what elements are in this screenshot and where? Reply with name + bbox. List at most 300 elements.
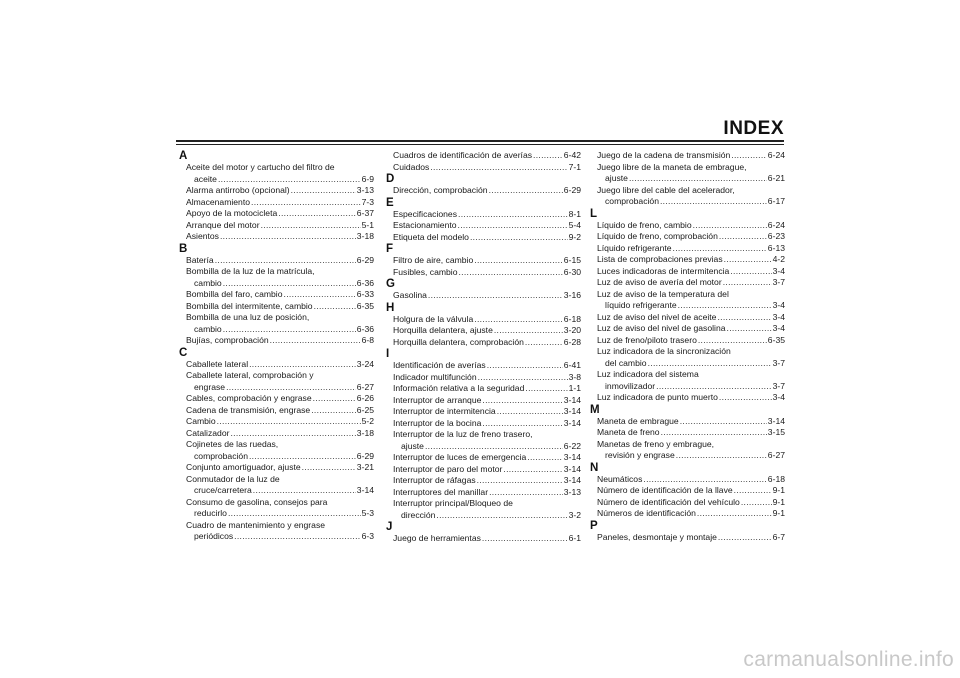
dot-leader: [474, 255, 563, 267]
page-number[interactable]: 6-24: [767, 219, 785, 230]
index-entry-label: Líquido de freno, cambio: [597, 219, 692, 230]
page-number[interactable]: 6-27: [767, 450, 785, 460]
index-entry-label: Juego de herramientas: [393, 533, 481, 543]
index-entry-label: líquido refrigerante: [605, 300, 677, 310]
index-entry-row: [186, 416, 374, 428]
index-entry-row: [597, 416, 785, 428]
index-entry[interactable]: [393, 255, 581, 267]
page-number[interactable]: 6-30: [563, 266, 581, 277]
index-entry[interactable]: [393, 464, 581, 476]
index-entry[interactable]: [186, 231, 374, 243]
index-entry-label: Luces indicadoras de intermitencia: [597, 265, 730, 276]
dot-leader: [249, 359, 356, 371]
dot-leader: [430, 162, 567, 174]
dot-leader: [251, 197, 361, 209]
index-entry-text: Bombilla de la luz de la matrícula,: [186, 266, 315, 276]
index-entry-row: [597, 485, 785, 497]
index-entry[interactable]: [597, 185, 785, 208]
page-number[interactable]: 7-3: [361, 196, 374, 207]
index-entry-row: [393, 533, 581, 545]
page-number[interactable]: 6-21: [767, 173, 785, 183]
page-number[interactable]: 8-1: [568, 208, 581, 219]
index-entry[interactable]: [597, 439, 785, 462]
dot-leader: [723, 277, 772, 289]
dot-leader: [217, 416, 361, 428]
index-entry[interactable]: [597, 220, 785, 232]
page-number[interactable]: 3-18: [356, 231, 374, 241]
page-number[interactable]: 6-9: [361, 173, 374, 184]
page-number[interactable]: 3-14: [767, 415, 785, 426]
index-entry-row: [393, 464, 581, 476]
index-entry[interactable]: [393, 162, 581, 174]
index-entry-label: Estacionamiento: [393, 220, 457, 230]
index-entry-row: [186, 208, 374, 220]
dot-leader: [660, 196, 767, 208]
index-entry-row: [393, 395, 581, 407]
index-entry-row: [597, 323, 785, 335]
page-number[interactable]: 4-2: [772, 254, 785, 264]
index-entry[interactable]: [393, 487, 581, 499]
dot-leader: [482, 418, 562, 430]
page-number[interactable]: 3-13: [563, 486, 581, 497]
index-entry[interactable]: [597, 416, 785, 428]
index-entry-row: [597, 450, 785, 462]
index-letter-heading: L: [590, 207, 598, 220]
dot-leader: [302, 462, 356, 474]
page-number[interactable]: 1-1: [568, 383, 581, 393]
index-entry[interactable]: [393, 452, 581, 464]
dot-leader: [428, 290, 563, 302]
page-number[interactable]: 7-1: [568, 161, 581, 172]
page-number[interactable]: 6-29: [356, 254, 374, 265]
index-letter-heading: D: [386, 173, 395, 185]
index-entry-row: [597, 312, 785, 324]
page-number[interactable]: 6-7: [772, 531, 785, 542]
dot-leader: [249, 451, 356, 463]
dot-leader: [278, 208, 356, 220]
index-entry[interactable]: [186, 312, 374, 335]
dot-leader: [313, 393, 356, 405]
index-entry-row: [186, 405, 374, 417]
index-entry[interactable]: [597, 243, 785, 255]
page-number[interactable]: 6-15: [563, 255, 581, 265]
index-entry[interactable]: [393, 418, 581, 430]
index-entry[interactable]: [186, 185, 374, 197]
index-entry-label: Luz de aviso del nivel de gasolina: [597, 323, 726, 333]
dot-leader: [656, 381, 771, 393]
index-entry-row: [393, 232, 581, 244]
page-number[interactable]: 3-4: [772, 392, 785, 402]
index-entry[interactable]: [186, 405, 374, 417]
dot-leader: [497, 406, 563, 418]
page-number[interactable]: 3-4: [772, 311, 785, 322]
dot-leader: [487, 360, 563, 372]
index-entry[interactable]: [393, 360, 581, 372]
index-entry[interactable]: [393, 498, 581, 521]
page-number[interactable]: 3-4: [772, 323, 785, 333]
page-number[interactable]: 6-35: [767, 334, 785, 345]
dot-leader: [261, 220, 361, 232]
index-entry[interactable]: [393, 406, 581, 418]
index-letter-heading: J: [386, 521, 393, 533]
index-entry[interactable]: [186, 474, 374, 497]
dot-leader: [693, 220, 767, 232]
index-letter-heading: C: [179, 346, 188, 359]
page-number[interactable]: 3-8: [568, 371, 581, 382]
index-entry-row: [393, 290, 581, 302]
page-title: INDEX: [723, 118, 784, 139]
index-entry[interactable]: [186, 359, 374, 371]
page-number[interactable]: 3-24: [356, 358, 374, 369]
index-entry-row: [393, 441, 581, 453]
dot-leader: [661, 427, 767, 439]
index-entry-label: Neumáticos: [597, 473, 643, 484]
page-number[interactable]: 9-1: [772, 496, 785, 507]
index-entry[interactable]: [597, 162, 785, 185]
index-entry-label: cambio: [194, 323, 222, 334]
index-entry-row: [597, 427, 785, 439]
index-entry[interactable]: [393, 209, 581, 221]
index-entry-label: Gasolina: [393, 290, 427, 300]
index-entry[interactable]: [186, 197, 374, 209]
index-entry[interactable]: [186, 393, 374, 405]
index-entry-label: Interruptor de paro del motor: [393, 463, 503, 474]
page-number[interactable]: 3-14: [563, 406, 581, 416]
index-entry-label: Caballete lateral: [186, 358, 249, 369]
page-number[interactable]: 6-37: [356, 208, 374, 218]
page-number[interactable]: 5-2: [361, 416, 374, 426]
index-entry-label: ajuste: [605, 173, 628, 183]
dot-leader: [478, 372, 568, 384]
index-entry-row: [597, 335, 785, 347]
dot-leader: [226, 382, 356, 394]
index-letter-heading: I: [386, 348, 390, 360]
dot-leader: [477, 475, 563, 487]
index-entry-label: Número de identificación del vehículo: [597, 496, 740, 507]
index-entry-row: [393, 220, 581, 232]
page-number[interactable]: 6-3: [361, 531, 374, 541]
index-entry[interactable]: [393, 267, 581, 279]
page-number[interactable]: 6-33: [356, 289, 374, 299]
index-entry-label: Asientos: [186, 231, 219, 241]
index-entry-label: Maneta de freno: [597, 427, 660, 437]
page-number[interactable]: 6-22: [563, 440, 581, 451]
page-number[interactable]: 6-25: [356, 404, 374, 415]
index-entry-label: Especificaciones: [393, 208, 458, 219]
page-number[interactable]: 6-27: [356, 381, 374, 392]
index-entry-label: Horquilla delantera, ajuste: [393, 325, 493, 335]
page-number[interactable]: 6-24: [767, 150, 785, 160]
index-entry-label: Información relativa a la seguridad: [393, 383, 525, 393]
index-letter-heading: P: [590, 519, 598, 532]
index-entry[interactable]: [597, 369, 785, 392]
index-entry-row: [186, 255, 374, 267]
index-entry[interactable]: [393, 232, 581, 244]
index-entry-label: Maneta de embrague: [597, 415, 679, 426]
index-entry[interactable]: [393, 325, 581, 337]
index-letter-heading: B: [179, 242, 188, 255]
index-entry[interactable]: [597, 508, 785, 520]
index-entry[interactable]: [186, 428, 374, 440]
dot-leader: [482, 395, 562, 407]
index-entry-text: Cojinetes de las ruedas,: [186, 439, 279, 449]
index-entry-row: [186, 301, 374, 313]
page-number[interactable]: 6-18: [563, 313, 581, 324]
page-number[interactable]: 6-42: [563, 150, 581, 160]
index-entry-row: [186, 185, 374, 197]
page-number[interactable]: 6-36: [356, 277, 374, 288]
index-entry-label: Líquido de freno, comprobación: [597, 231, 718, 241]
page-number[interactable]: 5-3: [361, 508, 374, 518]
index-entry-row: [393, 267, 581, 279]
page-number[interactable]: 3-16: [563, 290, 581, 300]
index-entry-label: Batería: [186, 254, 214, 265]
dot-leader: [678, 300, 772, 312]
dot-leader: [643, 474, 766, 486]
page-number[interactable]: 6-28: [563, 336, 581, 347]
page-number[interactable]: 3-14: [563, 475, 581, 485]
dot-leader: [730, 266, 771, 278]
index-entry-row: [393, 337, 581, 349]
page-number[interactable]: 9-1: [772, 485, 785, 495]
index-entry[interactable]: [186, 266, 374, 289]
index-entry[interactable]: [597, 474, 785, 486]
index-entry[interactable]: [597, 231, 785, 243]
page-number[interactable]: 6-29: [563, 185, 581, 195]
index-entry-row: [186, 393, 374, 405]
page-number[interactable]: 6-26: [356, 393, 374, 403]
index-entry[interactable]: [597, 335, 785, 347]
index-entry-label: Horquilla delantera, comprobación: [393, 336, 524, 347]
index-entry[interactable]: [186, 497, 374, 520]
index-entry-label: Fusibles, cambio: [393, 266, 458, 277]
index-entry-text: Luz de aviso de la temperatura del: [597, 288, 729, 299]
index-entry[interactable]: [597, 497, 785, 509]
page-number[interactable]: 3-14: [356, 485, 374, 495]
index-entry-label: aceite: [194, 173, 217, 184]
dot-leader: [230, 428, 355, 440]
page-number[interactable]: 3-7: [772, 380, 785, 391]
dot-leader: [234, 531, 360, 543]
page-number[interactable]: 3-4: [772, 265, 785, 276]
page-number[interactable]: 3-20: [563, 325, 581, 335]
index-entry[interactable]: [393, 475, 581, 487]
page-number[interactable]: 9-1: [772, 508, 785, 518]
page-number[interactable]: 3-13: [356, 185, 374, 195]
dot-leader: [734, 485, 772, 497]
page-number[interactable]: 3-21: [356, 462, 374, 472]
dot-leader: [494, 325, 563, 337]
dot-leader: [680, 416, 767, 428]
page-number[interactable]: 5-1: [361, 219, 374, 230]
index-entry[interactable]: [597, 312, 785, 324]
index-entry[interactable]: [186, 162, 374, 185]
dot-leader: [719, 392, 772, 404]
index-entry[interactable]: [393, 290, 581, 302]
index-entry[interactable]: [393, 429, 581, 452]
dot-leader: [314, 301, 356, 313]
index-entry-text: Interruptor principal/Bloqueo de: [393, 498, 513, 508]
page-number[interactable]: 3-14: [563, 452, 581, 462]
index-entry-label: Luz de aviso del nivel de aceite: [597, 311, 717, 322]
index-entry-label: Catalizador: [186, 427, 230, 438]
index-entry-label: Identificación de averías: [393, 360, 486, 370]
index-entry-row: [393, 406, 581, 418]
index-entry[interactable]: [597, 254, 785, 266]
index-entry[interactable]: [186, 289, 374, 301]
index-entry[interactable]: [186, 439, 374, 462]
index-entry-row: [393, 162, 581, 174]
index-entry-row: [393, 418, 581, 430]
page-number[interactable]: 6-29: [356, 450, 374, 461]
index-entry-label: Luz indicadora de punto muerto: [597, 392, 718, 402]
index-entry-text: Manetas de freno y embrague,: [597, 438, 715, 449]
dot-leader: [724, 254, 772, 266]
index-entry-label: Paneles, desmontaje y montaje: [597, 531, 717, 542]
index-entry-row: [393, 255, 581, 267]
index-entry-row: [186, 531, 374, 543]
index-entry[interactable]: [597, 532, 785, 544]
index-entry-label: periódicos: [194, 531, 234, 541]
index-entry[interactable]: [393, 337, 581, 349]
page-number[interactable]: 6-1: [568, 533, 581, 543]
dot-leader: [220, 231, 356, 243]
index-entry-label: Interruptor de ráfagas: [393, 475, 476, 485]
index-entry[interactable]: [597, 323, 785, 335]
index-letter-heading: H: [386, 301, 395, 314]
index-entry-row: [393, 372, 581, 384]
page-number[interactable]: 6-23: [767, 231, 785, 241]
page-number[interactable]: 3-15: [767, 427, 785, 437]
index-entry[interactable]: [186, 335, 374, 347]
index-entry[interactable]: [597, 485, 785, 497]
index-entry-label: Alarma antirrobo (opcional): [186, 185, 290, 195]
index-entry-label: Cuidados: [393, 161, 430, 172]
index-entry[interactable]: [186, 370, 374, 393]
index-entry[interactable]: [393, 220, 581, 232]
page-number[interactable]: 3-4: [772, 300, 785, 310]
dot-leader: [717, 312, 771, 324]
index-entry-label: Cables, comprobación y engrase: [186, 393, 312, 403]
index-entry-label: Cadena de transmisión, engrase: [186, 404, 311, 415]
index-entry-label: Conjunto amortiguador, ajuste: [186, 462, 301, 472]
index-entry[interactable]: [186, 416, 374, 428]
index-entry-label: dirección: [401, 509, 436, 520]
index-entry-text: Consumo de gasolina, consejos para: [186, 496, 328, 507]
index-entry[interactable]: [393, 395, 581, 407]
index-entry-label: ajuste: [401, 440, 424, 451]
index-entry[interactable]: [393, 185, 581, 197]
dot-leader: [458, 267, 562, 279]
index-entry-label: Almacenamiento: [186, 196, 251, 207]
index-entry-text: Luz indicadora del sistema: [597, 369, 699, 379]
index-entry-label: revisión y engrase: [605, 450, 675, 460]
index-entry-label: inmovilizador: [605, 380, 656, 391]
page-number[interactable]: 3-14: [563, 463, 581, 474]
dot-leader: [425, 441, 563, 453]
header-rule-thick: [176, 140, 784, 142]
page-number[interactable]: 3-7: [772, 277, 785, 287]
dot-leader: [741, 497, 772, 509]
index-entry[interactable]: [393, 314, 581, 326]
page-number[interactable]: 6-36: [356, 323, 374, 334]
index-entry-row: [393, 360, 581, 372]
dot-leader: [533, 150, 563, 162]
index-entry[interactable]: [597, 427, 785, 439]
page-number[interactable]: 6-18: [767, 473, 785, 484]
index-entry[interactable]: [597, 392, 785, 404]
index-entry-label: Juego de la cadena de transmisión: [597, 150, 731, 160]
index-entry[interactable]: [393, 533, 581, 545]
page-number[interactable]: 3-18: [356, 427, 374, 438]
index-entry[interactable]: [186, 520, 374, 543]
index-entry-row: [186, 324, 374, 336]
index-entry-label: cambio: [194, 277, 222, 288]
index-entry[interactable]: [393, 150, 581, 162]
index-entry[interactable]: [186, 462, 374, 474]
header-rule-thin: [176, 144, 784, 145]
index-letter-heading: E: [386, 196, 394, 209]
index-entry-row: [393, 314, 581, 326]
index-entry[interactable]: [186, 301, 374, 313]
dot-leader: [458, 220, 568, 232]
index-entry[interactable]: [597, 289, 785, 312]
dot-leader: [223, 324, 356, 336]
index-entry-label: Etiqueta del modelo: [393, 231, 469, 242]
page-number[interactable]: 6-13: [767, 242, 785, 253]
index-entry[interactable]: [597, 150, 785, 162]
index-entry-row: [393, 383, 581, 395]
index-entry-row: [186, 451, 374, 463]
dot-leader: [648, 358, 772, 370]
index-entry-label: Apoyo de la motocicleta: [186, 208, 278, 218]
index-entry[interactable]: [393, 383, 581, 395]
index-entry-label: Arranque del motor: [186, 219, 260, 230]
index-entry-row: [186, 428, 374, 440]
index-entry-row: [393, 150, 581, 162]
dot-leader: [482, 533, 568, 545]
page-number[interactable]: 6-35: [356, 300, 374, 311]
page-number[interactable]: 3-14: [563, 417, 581, 428]
index-entry[interactable]: [186, 255, 374, 267]
index-entry-row: [597, 474, 785, 486]
page-number[interactable]: 3-2: [568, 509, 581, 520]
index-entry[interactable]: [597, 346, 785, 369]
index-entry-label: Interruptor de intermitencia: [393, 406, 496, 416]
index-letter-heading: F: [386, 243, 394, 255]
index-entry-row: [186, 359, 374, 371]
dot-leader: [697, 508, 772, 520]
index-entry-label: Números de identificación: [597, 508, 696, 518]
page-number[interactable]: 6-17: [767, 196, 785, 206]
index-entry-row: [393, 325, 581, 337]
index-letter-heading: N: [590, 461, 599, 474]
page-number[interactable]: 6-8: [361, 335, 374, 345]
index-entry[interactable]: [186, 220, 374, 232]
index-entry[interactable]: [597, 277, 785, 289]
page-number[interactable]: 5-4: [568, 220, 581, 230]
index-entry[interactable]: [186, 208, 374, 220]
page-number[interactable]: 6-41: [563, 360, 581, 370]
index-entry-row: [597, 196, 785, 208]
dot-leader: [228, 508, 361, 520]
page-number[interactable]: 9-2: [568, 231, 581, 242]
page-number[interactable]: 3-14: [563, 394, 581, 405]
page-number[interactable]: 3-7: [772, 357, 785, 368]
index-entry[interactable]: [597, 266, 785, 278]
dot-leader: [291, 185, 356, 197]
index-entry[interactable]: [393, 372, 581, 384]
